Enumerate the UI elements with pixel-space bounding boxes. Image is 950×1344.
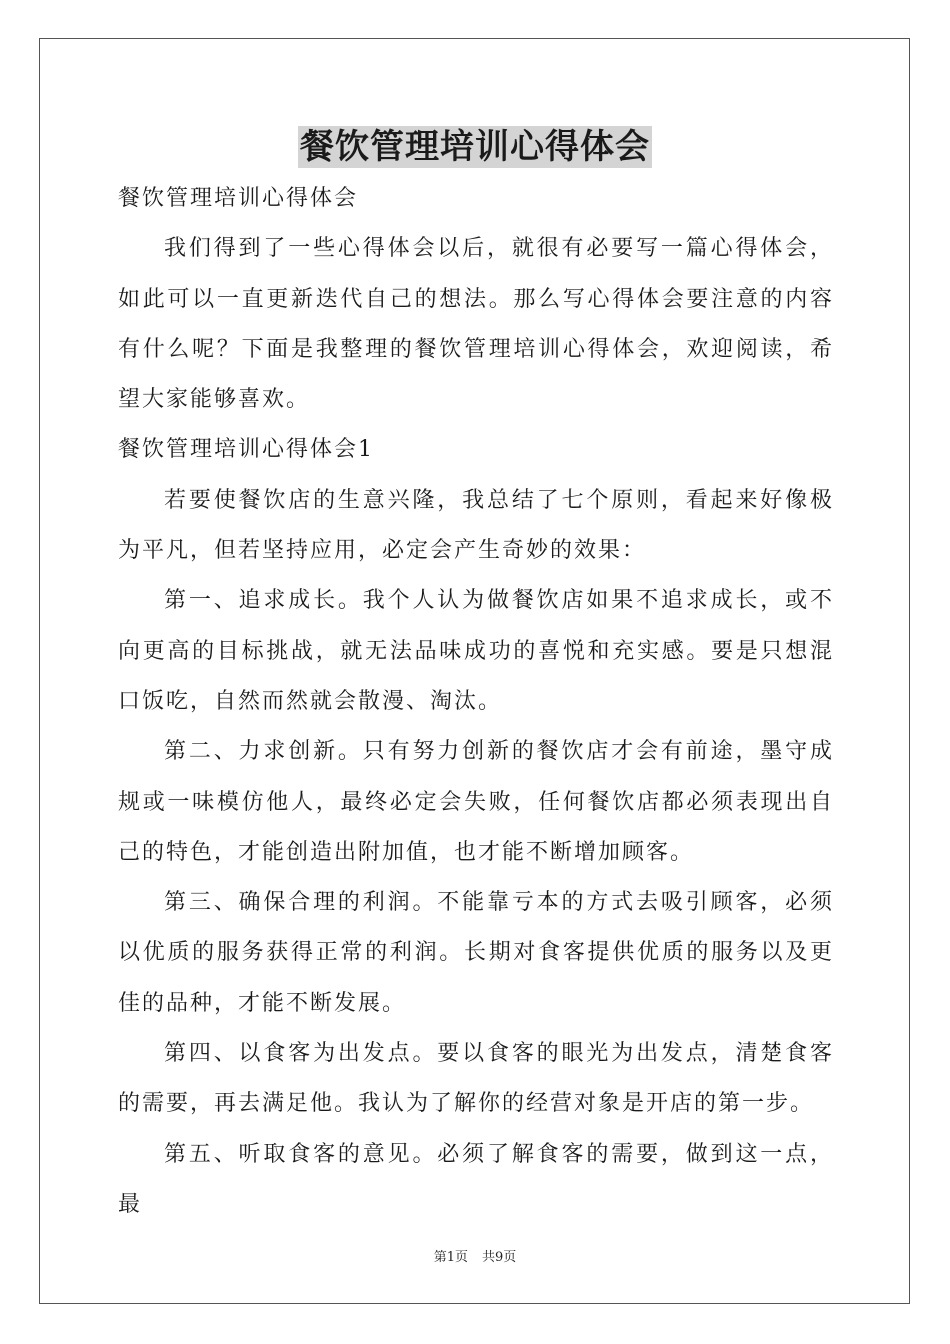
body-paragraph: 第五、听取食客的意见。必须了解食客的需要，做到这一点，最 — [118, 1141, 834, 1217]
document-title: 餐饮管理培训心得体会 — [300, 127, 650, 167]
body-paragraph: 第二、力求创新。只有努力创新的餐饮店才会有前途，墨守成规或一味模仿他人，最终必定会失败，任何餐饮店都必须表现出自己的特色，才能创造出附加值，也才能不断增加顾客。 — [118, 739, 834, 865]
page-total: 共9页 — [482, 1250, 517, 1265]
body-paragraph: 第四、以食客为出发点。要以食客的眼光为出发点，清楚食客的需要，再去满足他。我认为了解你的经营对象是开店的第一步。 — [118, 1041, 834, 1117]
body-paragraph: 第一、追求成长。我个人认为做餐饮店如果不追求成长，或不向更高的目标挑战，就无法品味成功的喜悦和充实感。要是只想混口饭吃，自然而然就会散漫、淘汰。 — [118, 588, 834, 714]
page-footer — [0, 1246, 950, 1265]
page-number: 第1页 — [433, 1250, 468, 1265]
section-heading: 餐饮管理培训心得体会1 — [118, 437, 374, 463]
body-paragraph: 第三、确保合理的利润。不能靠亏本的方式去吸引顾客，必须以优质的服务获得正常的利润。长期对食客提供优质的服务以及更佳的品种，才能不断发展。 — [118, 890, 834, 1016]
document-subtitle: 餐饮管理培训心得体会 — [118, 186, 359, 211]
document-body — [118, 174, 834, 1230]
body-paragraph: 若要使餐饮店的生意兴隆，我总结了七个原则，看起来好像极为平凡，但若坚持应用，必定会产生奇妙的效果： — [118, 487, 834, 564]
document-title-wrapper — [0, 126, 950, 168]
intro-paragraph: 我们得到了一些心得体会以后，就很有必要写一篇心得体会，如此可以一直更新迭代自己的想法。那么写心得体会要注意的内容有什么呢？下面是我整理的餐饮管理培训心得体会，欢迎阅读，希望大家能够喜欢。 — [118, 236, 834, 413]
